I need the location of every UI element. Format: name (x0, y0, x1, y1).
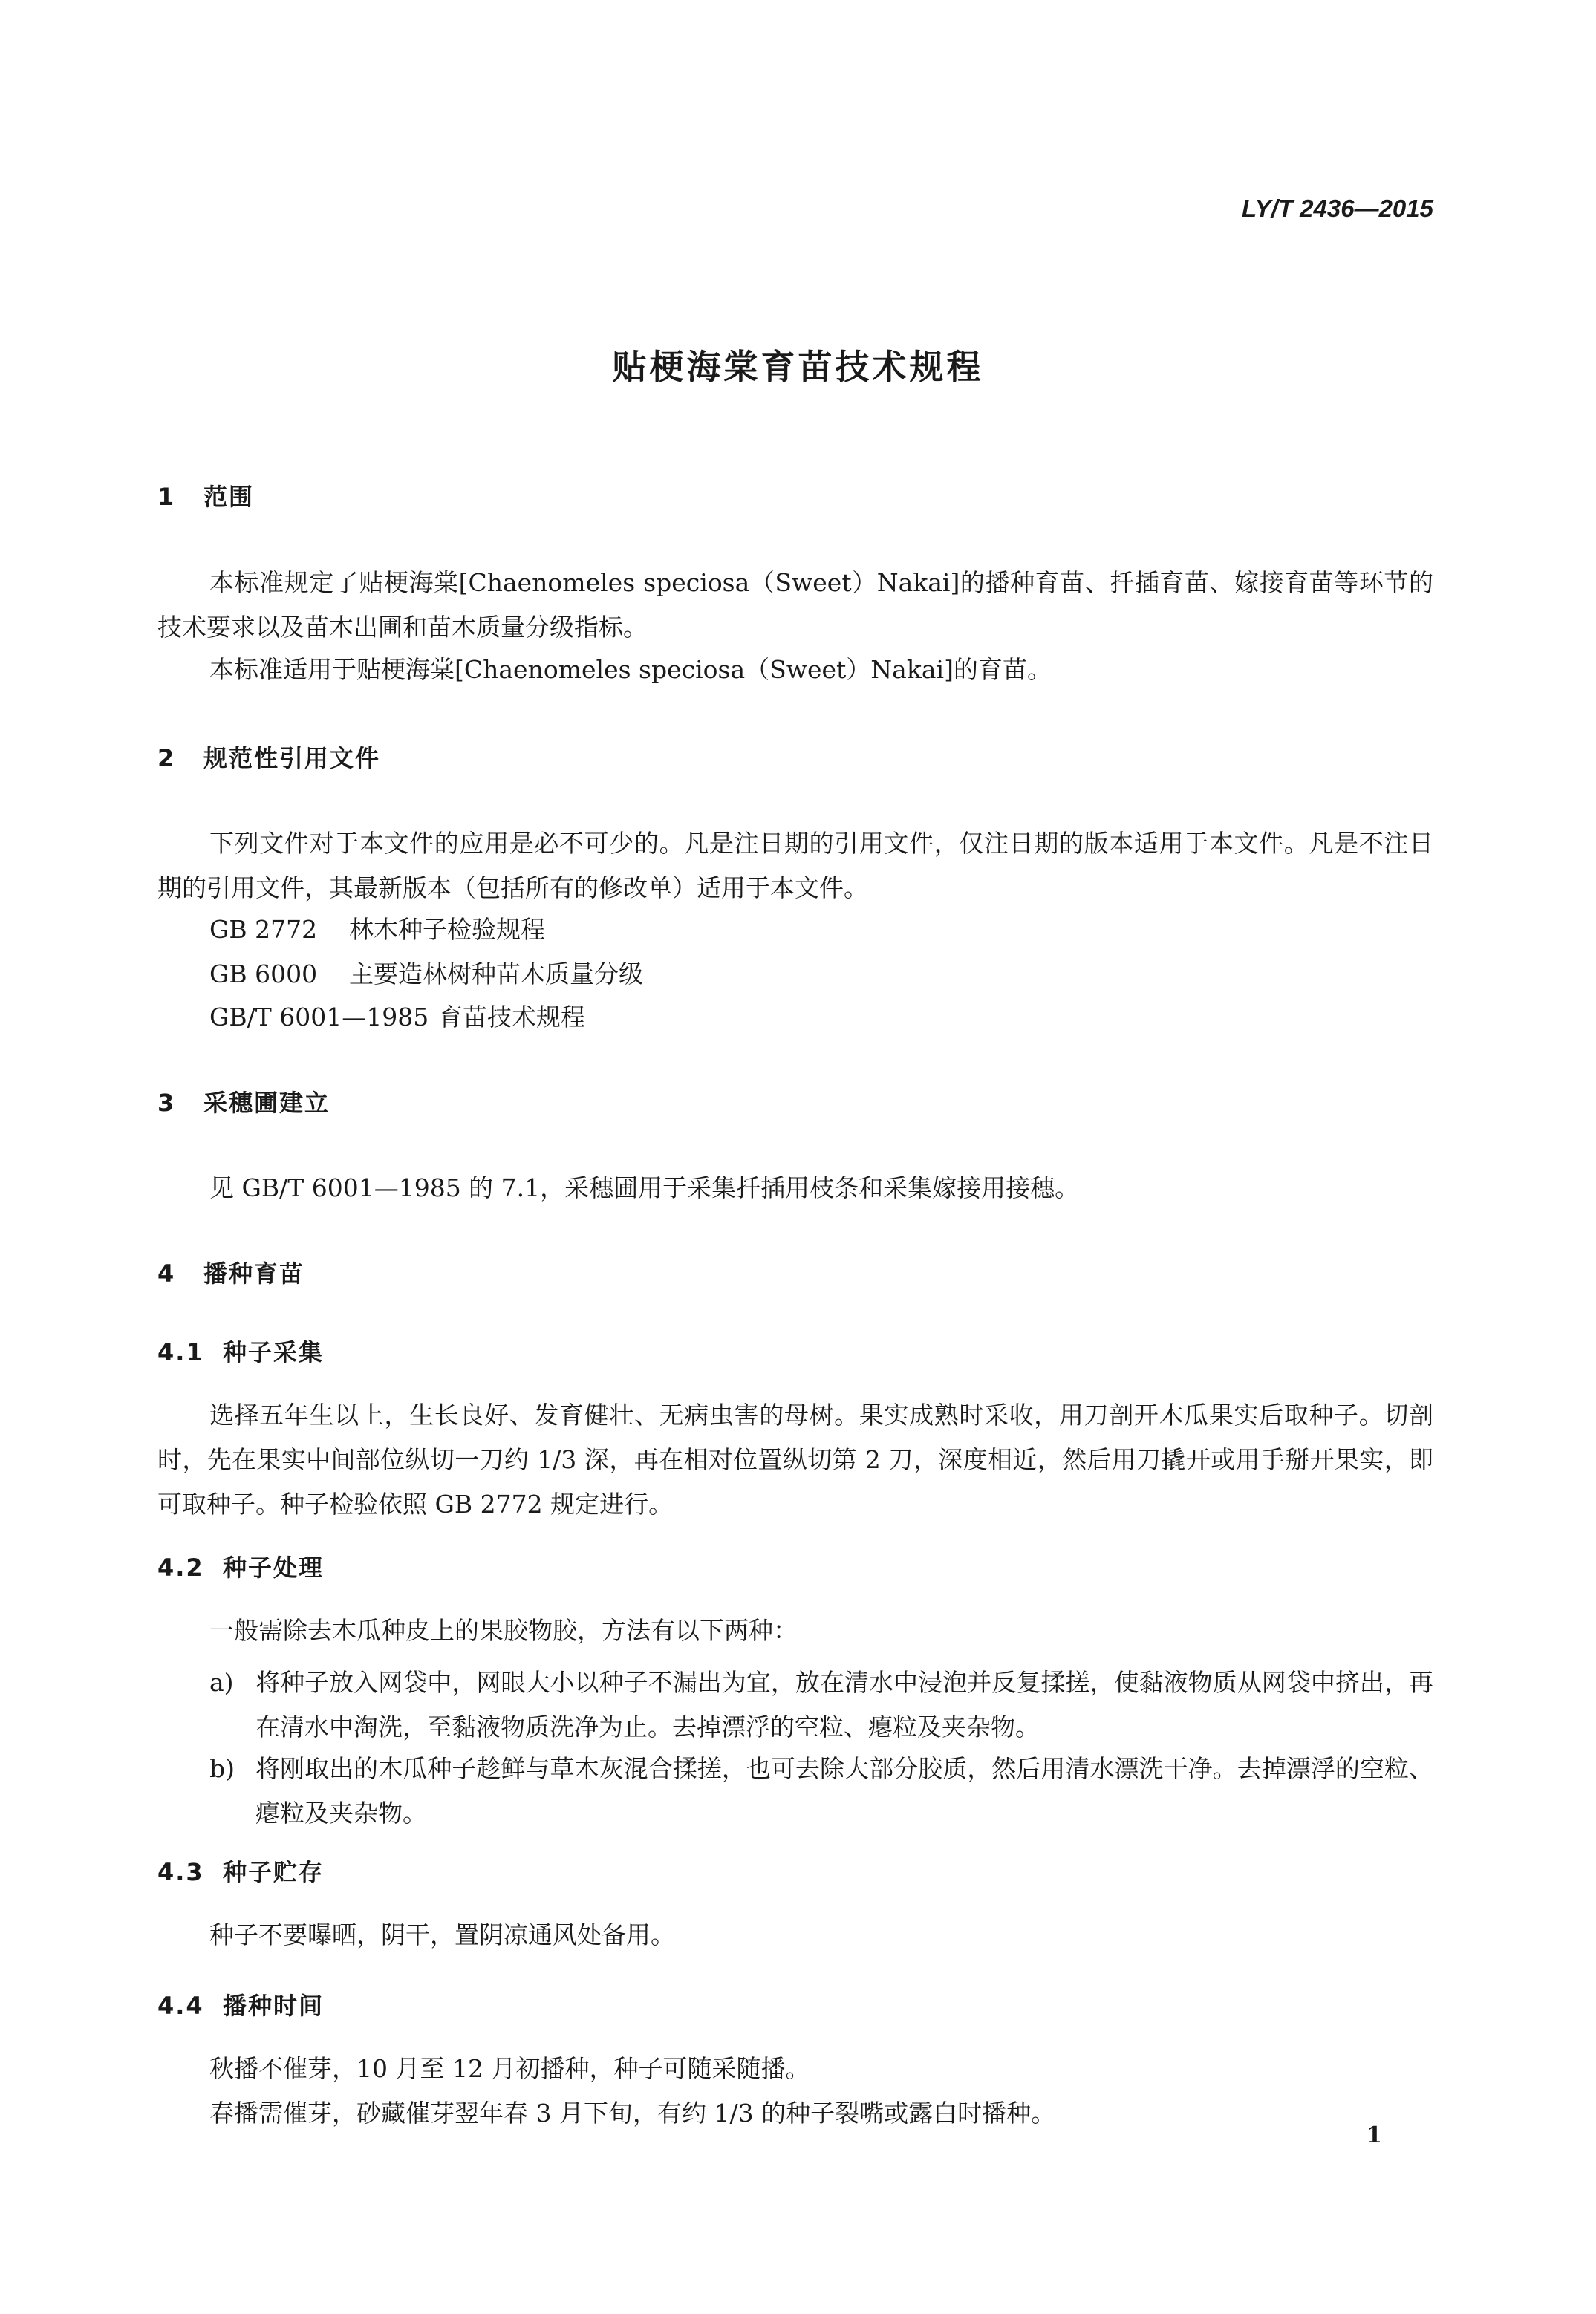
reference-name: 林木种子检验规程 (349, 915, 545, 944)
subsection-4-4-paragraph-1: 秋播不催芽，10 月至 12 月初播种，种子可随采随播。 (209, 2054, 810, 2083)
page-number: 1 (1367, 2122, 1382, 2148)
section-title: 范围 (203, 483, 255, 511)
section-2-paragraph-1: 下列文件对于本文件的应用是必不可少的。凡是注日期的引用文件，仅注日期的版本适用于本文件。凡是不注日期的引用文件，其最新版本（包括所有的修改单）适用于本文件。 (157, 829, 1433, 902)
reference-code: GB 2772 (209, 915, 318, 944)
reference-item (209, 995, 585, 1040)
reference-item (209, 952, 643, 997)
subsection-number: 4.1 (157, 1338, 204, 1366)
list-item-b (209, 1747, 1433, 1836)
subsection-4-2-paragraph: 一般需除去木瓜种皮上的果胶物胶，方法有以下两种： (209, 1616, 798, 1645)
section-1-paragraph-2: 本标准适用于贴梗海棠[Chaenomeles speciosa（Sweet）Nakai]的育苗。 (209, 655, 1052, 684)
section-1-paragraph-1: 本标准规定了贴梗海棠[Chaenomeles speciosa（Sweet）Nakai]的播种育苗、扦插育苗、嫁接育苗等环节的技术要求以及苗木出圃和苗木质量分级指标。 (157, 568, 1433, 642)
standard-code: LY/T 2436—2015 (1241, 195, 1433, 222)
section-1-heading (157, 478, 254, 512)
document-title: 贴梗海棠育苗技术规程 (612, 347, 984, 387)
subsection-title: 种子处理 (223, 1554, 325, 1582)
subsection-number: 4.4 (157, 1992, 204, 2020)
section-number: 4 (157, 1259, 176, 1288)
section-title: 采穗圃建立 (203, 1089, 330, 1117)
subsection-4-3-heading (157, 1854, 324, 1888)
subsection-number: 4.3 (157, 1858, 204, 1886)
section-number: 2 (157, 744, 176, 772)
section-title: 规范性引用文件 (203, 744, 381, 772)
reference-code: GB/T 6001—1985 (209, 1003, 429, 1031)
section-number: 1 (157, 483, 176, 511)
subsection-4-4-paragraph-2: 春播需催芽，砂藏催芽翌年春 3 月下旬，有约 1/3 的种子裂嘴或露白时播种。 (209, 2099, 1056, 2128)
list-item-label: b) (209, 1754, 235, 1783)
section-3-heading (157, 1084, 330, 1118)
subsection-title: 种子贮存 (223, 1858, 325, 1886)
subsection-title: 播种时间 (223, 1992, 325, 2020)
section-4-heading (157, 1255, 304, 1289)
reference-name: 主要造林树种苗木质量分级 (349, 959, 643, 988)
subsection-4-2-heading (157, 1549, 324, 1583)
section-title: 播种育苗 (203, 1259, 305, 1288)
list-item-label: a) (209, 1668, 234, 1697)
list-item-text: 将种子放入网袋中，网眼大小以种子不漏出为宜，放在清水中浸泡并反复揉搓，使黏液物质从网袋中挤出，再在清水中淘洗，至黏液物质洗净为止。去掉漂浮的空粒、瘪粒及夹杂物。 (255, 1668, 1433, 1741)
subsection-4-3-paragraph: 种子不要曝晒，阴干，置阴凉通风处备用。 (209, 1920, 675, 1949)
list-item-text: 将刚取出的木瓜种子趁鲜与草木灰混合揉搓，也可去除大部分胶质，然后用清水漂洗干净。去掉漂浮的空粒、瘪粒及夹杂物。 (255, 1754, 1433, 1828)
subsection-title: 种子采集 (223, 1338, 325, 1366)
reference-item (209, 907, 545, 952)
subsection-4-1-heading (157, 1334, 324, 1368)
list-item-a (209, 1660, 1433, 1750)
section-number: 3 (157, 1089, 176, 1117)
section-2-heading (157, 740, 380, 774)
subsection-4-1-paragraph: 选择五年生以上，生长良好、发育健壮、无病虫害的母树。果实成熟时采收，用刀剖开木瓜果实后取种子。切剖时，先在果实中间部位纵切一刀约 1/3 深，再在相对位置纵切第 2 刀，深度相近，然后用刀撬开或用手掰开果实，即可取种子。种子检验依照 GB 2772 规定进行。 (157, 1401, 1433, 1519)
section-3-paragraph-1: 见 GB/T 6001—1985 的 7.1，采穗圃用于采集扦插用枝条和采集嫁接用接穗。 (209, 1173, 1080, 1202)
reference-name: 育苗技术规程 (438, 1003, 585, 1031)
subsection-4-4-heading (157, 1987, 324, 2021)
subsection-number: 4.2 (157, 1554, 204, 1582)
reference-code: GB 6000 (209, 959, 318, 988)
